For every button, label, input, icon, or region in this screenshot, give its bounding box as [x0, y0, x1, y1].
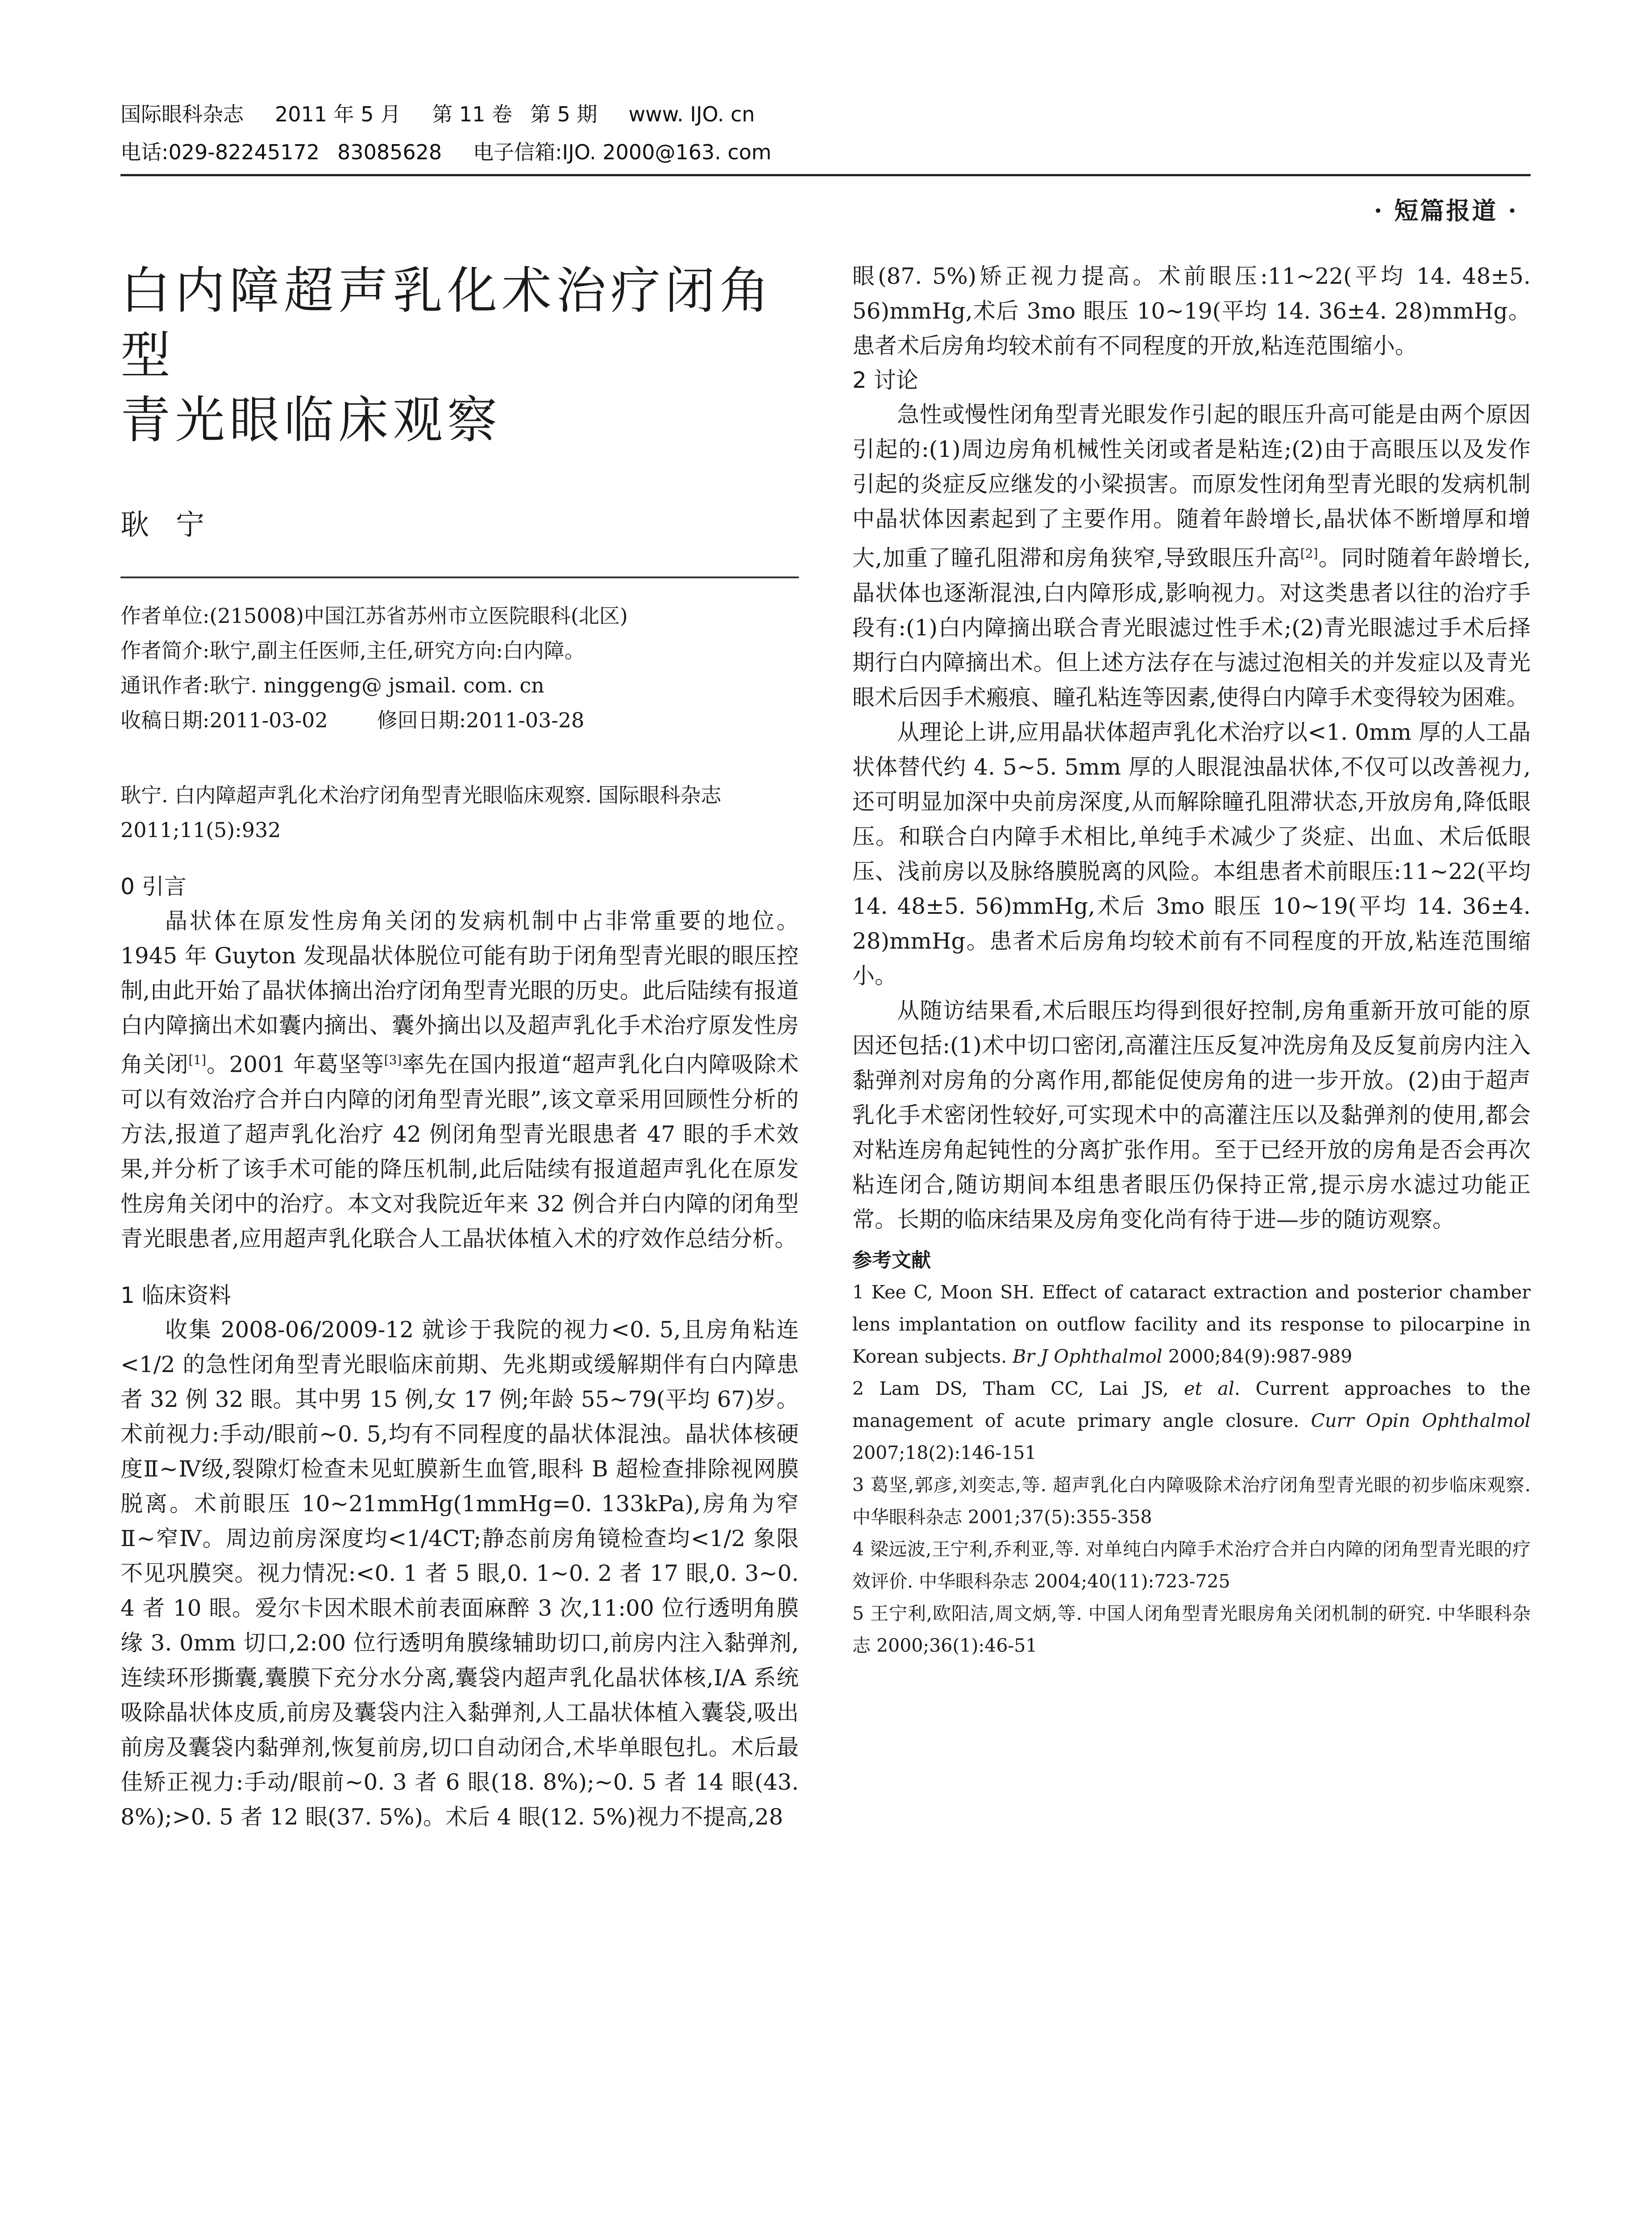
citation-marker: [2]	[1300, 546, 1318, 561]
clinical-paragraph-continued: 眼(87. 5%)矫正视力提高。术前眼压:11~22(平均 14. 48±5. 56)mmHg,术后 3mo 眼压 10~19(平均 14. 36±4. 28)mmHg。患者术后房角均较术前有不同程度的开放,粘连范围缩小。	[852, 263, 1531, 359]
reference-2: 2 Lam DS, Tham CC, Lai JS, et al. Current approaches to the management of acute primary angle closure. Curr Opin Ophthalmol 2007;18(2):146-151	[852, 1377, 1531, 1464]
title-line-2: 青光眼临床观察	[120, 391, 502, 449]
dates	[120, 703, 799, 738]
citation: 耿宁. 白内障超声乳化术治疗闭角型青光眼临床观察. 国际眼科杂志 2011;11(5):932	[120, 783, 722, 842]
correspondence: 通讯作者:耿宁. ninggeng@ jsmail. com. cn	[120, 673, 544, 697]
reference-5: 5 王宁利,欧阳洁,周文炳,等. 中国人闭角型青光眼房角关闭机制的研究. 中华眼科杂志 2000;36(1):46-51	[852, 1602, 1531, 1656]
right-column	[852, 259, 1531, 1662]
author-meta	[120, 598, 799, 738]
author-rule	[120, 576, 799, 578]
author-bio: 作者简介:耿宁,副主任医师,主任,研究方向:白内障。	[120, 639, 585, 663]
revised-date: 修回日期:2011-03-28	[377, 708, 585, 732]
journal-title: Br J Ophthalmol	[1013, 1345, 1162, 1367]
citation-marker: [1]	[188, 1053, 207, 1067]
running-header-line2	[120, 136, 772, 166]
left-column	[120, 259, 799, 1834]
header-rule	[120, 174, 1531, 176]
title-line-1: 白内障超声乳化术治疗闭角型	[120, 262, 774, 385]
issue-date: 2011 年 5 月	[275, 102, 401, 126]
journal-title: Curr Opin Ophthalmol	[1311, 1410, 1531, 1431]
running-header-line1	[120, 98, 755, 128]
discussion-paragraph-1: 急性或慢性闭角型青光眼发作引起的眼压升高可能是由两个原因引起的:(1)周边房角机械性关闭或者是粘连;(2)由于高眼压以及发作引起的炎症反应继发的小梁损害。而原发性闭角型青光眼的发病机制中晶状体因素起到了主要作用。随着年龄增长,晶状体不断增厚和增大,加重了瞳孔阻滞和房角狭窄,导致眼压升高[2]。同时随着年龄增长,晶状体也逐渐混浊,白内障形成,影响视力。对这类患者以往的治疗手段有:(1)白内障摘出联合青光眼滤过性手术;(2)青光眼滤过手术后择期行白内障摘出术。但上述方法存在与滤过泡相关的并发症以及青光眼术后因手术瘢痕、瞳孔粘连等因素,使得白内障手术变得较为困难。	[852, 402, 1531, 710]
discussion-paragraph-3: 从随访结果看,术后眼压均得到很好控制,房角重新开放可能的原因还包括:(1)术中切口密闭,高灌注压反复冲洗房角及反复前房内注入黏弹剂对房角的分离作用,都能促使房角的进一步开放。(2)由于超声乳化手术密闭性较好,可实现术中的高灌注压以及黏弹剂的使用,都会对粘连房角起钝性的分离扩张作用。至于已经开放的房角是否会再次粘连闭合,随访期间本组患者眼压仍保持正常,提示房水滤过功能正常。长期的临床结果及房角变化尚有待于进—步的随访观察。	[852, 997, 1531, 1232]
intro-paragraph: 晶状体在原发性房角关闭的发病机制中占非常重要的地位。1945 年 Guyton 发现晶状体脱位可能有助于闭角型青光眼的眼压控制,由此开始了晶状体摘出治疗闭角型青光眼的历史。此后陆续有报道白内障摘出术如囊内摘出、囊外摘出以及超声乳化手术治疗原发性房角关闭[1]。2001 年葛坚等[3]率先在国内报道“超声乳化白内障吸除术可以有效治疗合并白内障的闭角型青光眼”,该文章采用回顾性分析的方法,报道了超声乳化治疗 42 例闭角型青光眼患者 47 眼的手术效果,并分析了该手术可能的降压机制,此后陆续有报道超声乳化在原发性房角关闭中的治疗。本文对我院近年来 32 例合并白内障的闭角型青光眼患者,应用超声乳化联合人工晶状体植入术的疗效作总结分析。	[120, 908, 799, 1252]
heading-introduction: 0 引言	[120, 874, 187, 900]
phone-2: 83085628	[337, 140, 442, 164]
journal-name: 国际眼科杂志	[120, 102, 244, 126]
reference-4: 4 梁远波,王宁利,乔利亚,等. 对单纯白内障手术治疗合并白内障的闭角型青光眼的疗效评价. 中华眼科杂志 2004;40(11):723-725	[852, 1538, 1531, 1592]
clinical-paragraph: 收集 2008-06/2009-12 就诊于我院的视力<0. 5,且房角粘连<1/2 的急性闭角型青光眼临床前期、先兆期或缓解期伴有白内障患者 32 例 32 眼。其中男 15 例,女 17 例;年龄 55~79(平均 67)岁。术前视力:手动/眼前~0. 5,均有不同程度的晶状体混浊。晶状体核硬度Ⅱ~Ⅳ级,裂隙灯检查未见虹膜新生血管,眼科 B 超检查排除视网膜脱离。术前眼压 10~21mmHg(1mmHg=0. 133kPa),房角为窄Ⅱ~窄Ⅳ。周边前房深度均<1/4CT;静态前房角镜检查均<1/2 象限不见巩膜突。视力情况:<0. 1 者 5 眼,0. 1~0. 2 者 17 眼,0. 3~0. 4 者 10 眼。爱尔卡因术眼术前表面麻醉 3 次,11:00 位行透明角膜缘 3. 0mm 切口,2:00 位行透明角膜缘辅助切口,前房内注入黏弹剂,连续环形撕囊,囊膜下充分水分离,囊袋内超声乳化晶状体核,I/A 系统吸除晶状体皮质,前房及囊袋内注入黏弹剂,人工晶状体植入囊袋,吸出前房及囊袋内黏弹剂,恢复前房,切口自动闭合,术毕单眼包扎。术后最佳矫正视力:手动/眼前~0. 3 者 6 眼(18. 8%);~0. 5 者 14 眼(43. 8%);>0. 5 者 12 眼(37. 5%)。术后 4 眼(12. 5%)视力不提高,28	[120, 1316, 799, 1830]
references-heading: 参考文献	[852, 1248, 931, 1272]
reference-3: 3 葛坚,郭彦,刘奕志,等. 超声乳化白内障吸除术治疗闭角型青光眼的初步临床观察. 中华眼科杂志 2001;37(5):355-358	[852, 1474, 1531, 1528]
phone: 电话:029-82245172	[120, 140, 320, 164]
author-name: 耿宁	[120, 509, 231, 542]
article-title	[120, 259, 799, 453]
received-date: 收稿日期:2011-03-02	[120, 708, 328, 732]
email: 电子信箱:IJO. 2000@163. com	[473, 140, 772, 164]
website: www. IJO. cn	[628, 102, 755, 126]
discussion-paragraph-2: 从理论上讲,应用晶状体超声乳化术治疗以<1. 0mm 厚的人工晶状体替代约 4. 5~5. 5mm 厚的人眼混浊晶状体,不仅可以改善视力,还可明显加深中央前房深度,从而解除瞳孔阻滞状态,开放房角,降低眼压。和联合白内障手术相比,单纯手术减少了炎症、出血、术后低眼压、浅前房以及脉络膜脱离的风险。本组患者术前眼压:11~22(平均 14. 48±5. 56)mmHg,术后 3mo 眼压 10~19(平均 14. 36±4. 28)mmHg。患者术后房角均较术前有不同程度的开放,粘连范围缩小。	[852, 719, 1531, 989]
volume: 第 11 卷	[432, 102, 512, 126]
affiliation: 作者单位:(215008)中国江苏省苏州市立医院眼科(北区)	[120, 604, 628, 628]
citation-marker: [3]	[384, 1053, 402, 1067]
section-tag: · 短篇报道 ·	[1374, 196, 1518, 225]
heading-discussion: 2 讨论	[852, 367, 918, 393]
heading-clinical-data: 1 临床资料	[120, 1282, 231, 1308]
issue: 第 5 期	[530, 102, 598, 126]
reference-1: 1 Kee C, Moon SH. Effect of cataract extraction and posterior chamber lens implantation on outflow facility and its response to pilocarpine in Korean subjects. Br J Ophthalmol 2000;84(9):987-989	[852, 1281, 1531, 1367]
